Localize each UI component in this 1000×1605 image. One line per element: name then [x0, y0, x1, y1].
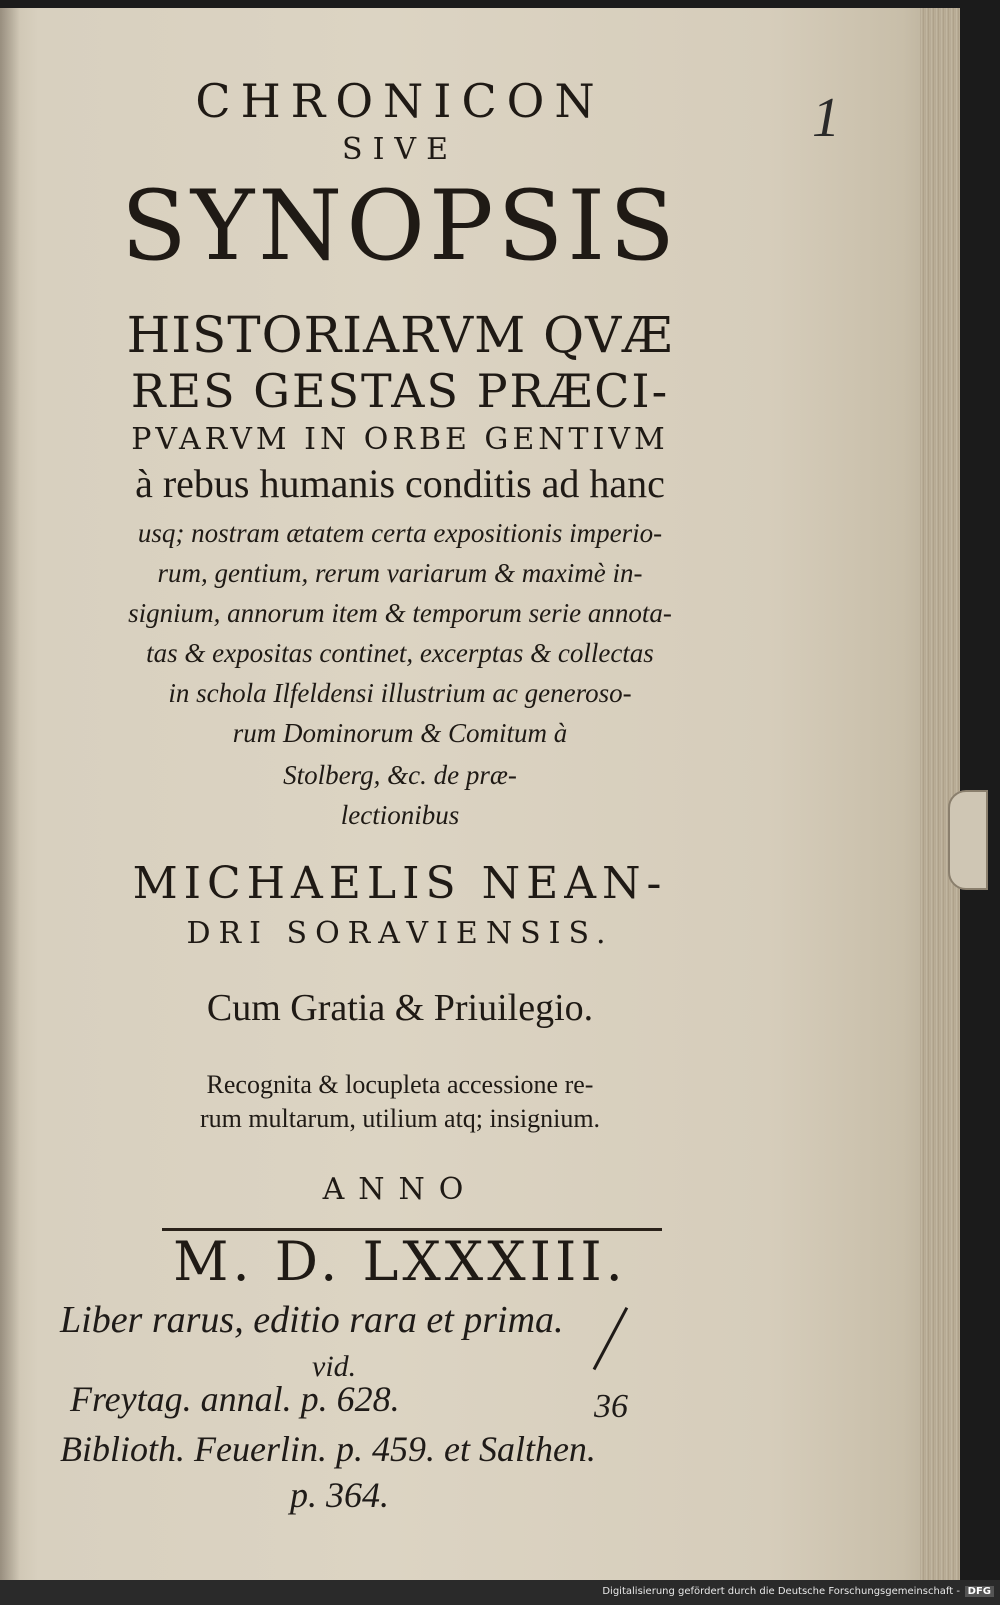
title-historiarum: HISTORIARVM QVÆ: [126, 306, 674, 364]
description-line: lectionibus: [340, 800, 460, 830]
page-tab: [948, 790, 988, 890]
handwritten-note: vid.: [312, 1350, 357, 1383]
description-line: in schola Ilfeldensi illustrium ac generoso-: [168, 678, 632, 708]
page-number: 1: [812, 87, 840, 149]
handwritten-note: p. 364.: [290, 1475, 389, 1515]
book-page: [0, 8, 960, 1580]
title-puarum: PVARVM IN ORBE GENTIVM: [131, 422, 669, 457]
title-sive: SIVE: [342, 132, 458, 167]
title-chronicon: CHRONICON: [195, 74, 605, 128]
handwritten-stroke: [593, 1307, 629, 1370]
description-line: usq; nostram ætatem certa expositionis imperio-: [137, 518, 663, 548]
title-synopsis: SYNOPSIS: [121, 170, 679, 282]
privilege-line: Cum Gratia & Priuilegio.: [206, 987, 594, 1029]
title-res-gestas: RES GESTAS PRÆCI-: [130, 364, 670, 418]
description-line: Stolberg, &c. de præ-: [283, 760, 517, 790]
title-a-rebus: à rebus humanis conditis ad hanc: [135, 461, 665, 506]
author-origin: DRI SORAVIENSIS.: [186, 916, 614, 951]
description-line: signium, annorum item & temporum serie annota-: [128, 598, 672, 628]
funding-credit: Digitalisierung gefördert durch die Deutsche Forschungsgemeinschaft -: [602, 1586, 960, 1597]
publication-year: M. D. LXXXIII.: [173, 1230, 627, 1293]
recognita-line: Recognita & locupleta accessione re-: [206, 1070, 594, 1099]
description-line: tas & expositas continet, excerptas & collectas: [146, 638, 654, 668]
handwritten-number: 36: [594, 1388, 628, 1425]
handwritten-note: Biblioth. Feuerlin. p. 459. et Salthen.: [60, 1429, 596, 1469]
dfg-logo: DFG: [965, 1586, 994, 1597]
anno-label: ANNO: [322, 1172, 478, 1207]
gutter-shadow: [0, 8, 20, 1580]
author-name: MICHAELIS NEAN-: [132, 858, 668, 909]
description-line: rum Dominorum & Comitum à: [232, 718, 568, 748]
recognita-line: rum multarum, utilium atq; insignium.: [199, 1104, 601, 1133]
handwritten-note: Freytag. annal. p. 628.: [70, 1379, 400, 1419]
handwritten-note: Liber rarus, editio rara et prima.: [60, 1299, 564, 1341]
description-line: rum, gentium, rerum variarum & maximè in-: [157, 558, 643, 588]
